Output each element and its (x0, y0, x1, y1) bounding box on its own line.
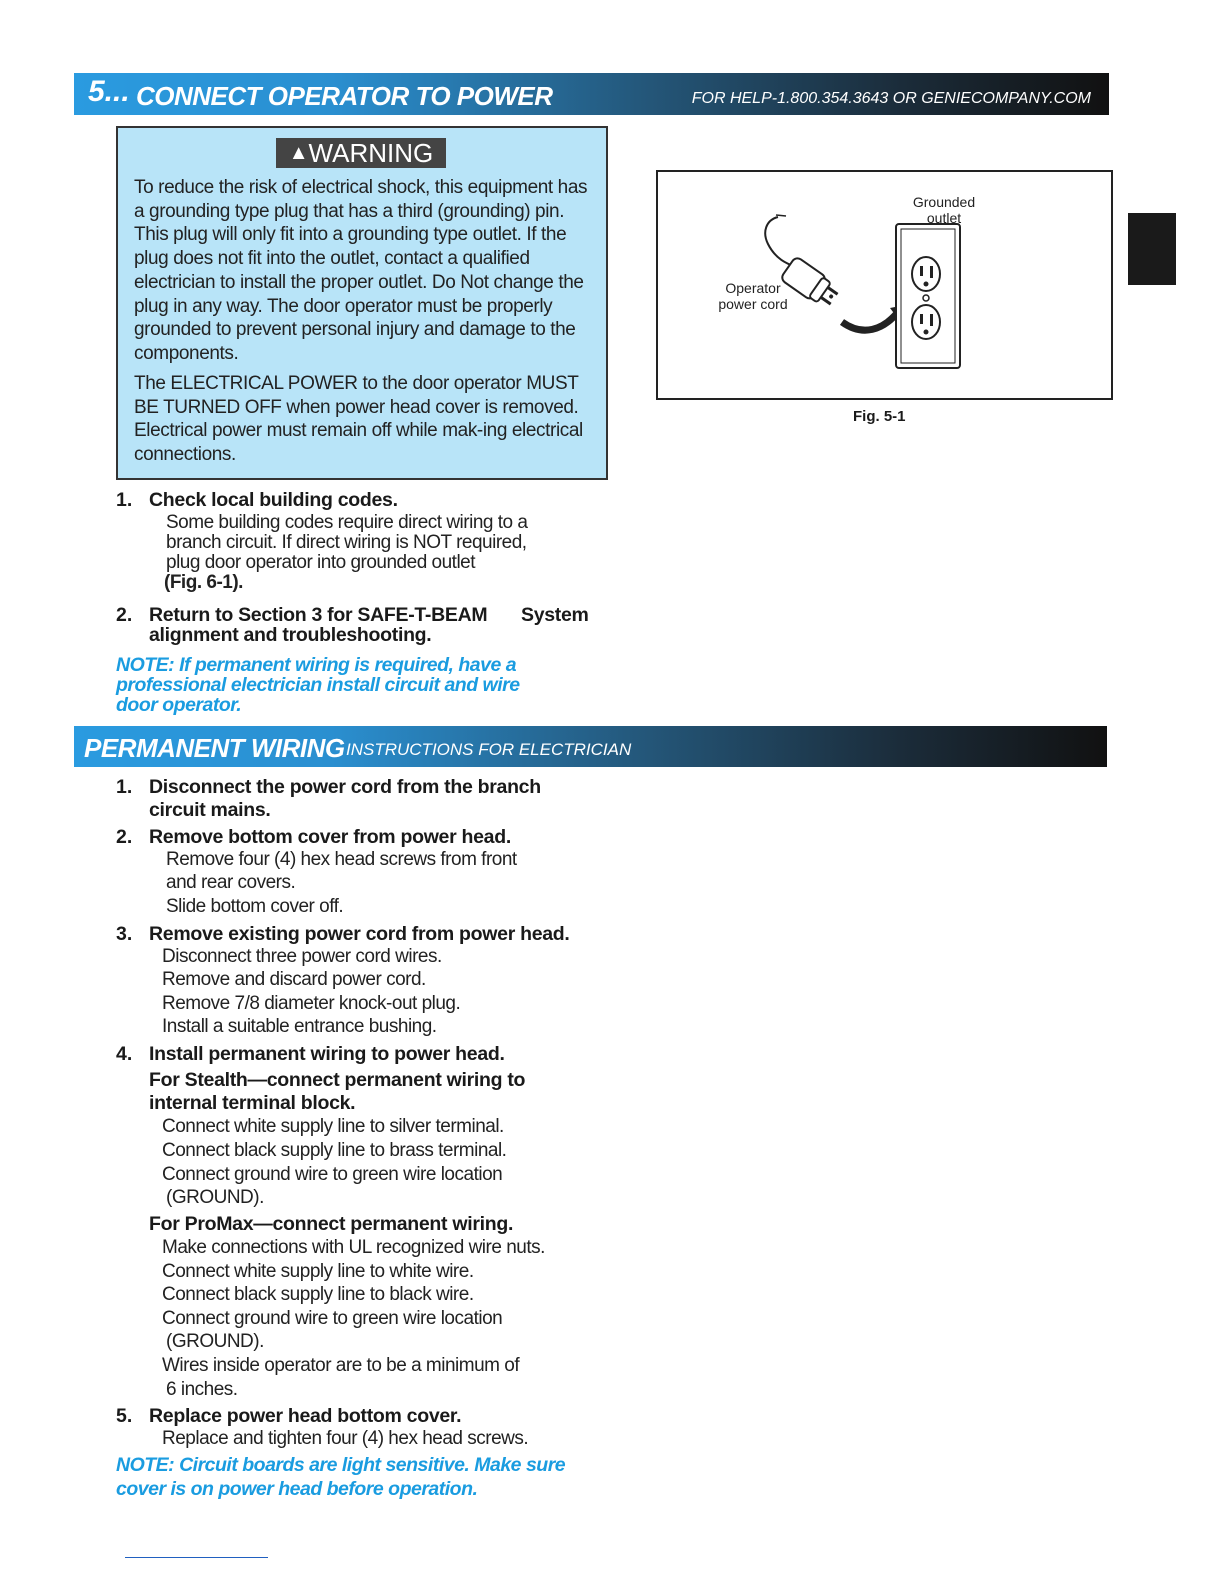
step-text-line: branch circuit. If direct wiring is NOT required, (166, 532, 527, 553)
note-line: NOTE: If permanent wiring is required, have a (116, 654, 517, 676)
step-title: System (521, 604, 589, 626)
step-text-line: Replace and tighten four (4) hex head screws. (162, 1428, 529, 1449)
step-text-line: Disconnect three power cord wires. (162, 946, 442, 967)
step-title: alignment and troubleshooting. (149, 624, 432, 646)
note-line: professional electrician install circuit and wire (116, 674, 520, 696)
step-text-line: Connect white supply line to silver terminal. (162, 1116, 504, 1137)
section-number: 5... (88, 75, 130, 108)
step-text-line: Make connections with UL recognized wire nuts. (162, 1237, 545, 1258)
step-text-line: (GROUND). (166, 1187, 264, 1208)
figure-caption: Fig. 5-1 (853, 408, 906, 425)
step-title: Remove bottom cover from power head. (149, 826, 511, 848)
step-title: Install permanent wiring to power head. (149, 1043, 505, 1065)
permanent-wiring-header (74, 726, 1107, 767)
step-number: 1. (116, 489, 133, 511)
warning-box (116, 126, 608, 480)
step-text-line: 6 inches. (166, 1379, 238, 1400)
step-text-line: Remove 7/8 diameter knock-out plug. (162, 993, 461, 1014)
note-line: cover is on power head before operation. (116, 1478, 478, 1500)
operator-power-cord-label: Operator power cord (718, 280, 788, 312)
step-title: circuit mains. (149, 799, 271, 821)
step-text-line: Slide bottom cover off. (166, 896, 344, 917)
sub-heading: For ProMax—connect permanent wiring. (149, 1213, 514, 1235)
note-line: NOTE: Circuit boards are light sensitive. Make sure (116, 1454, 566, 1476)
section-title: CONNECT OPERATOR TO POWER (136, 81, 553, 111)
step-text-line: Wires inside operator are to be a minimum of (162, 1355, 520, 1376)
step-number: 3. (116, 923, 133, 945)
step-number: 1. (116, 776, 133, 798)
step-text-line: Connect black supply line to brass terminal. (162, 1140, 507, 1161)
step-title: Return to Section 3 for SAFE-T-BEAM (149, 604, 488, 626)
step-text-line: Connect black supply line to black wire. (162, 1284, 474, 1305)
help-contact: FOR HELP-1.800.354.3643 OR GENIECOMPANY.COM (691, 90, 1091, 107)
step-text-line: Connect ground wire to green wire location (162, 1308, 503, 1329)
step-number: 5. (116, 1405, 133, 1427)
step-text-line: Remove four (4) hex head screws from front (166, 849, 517, 870)
section-tab-marker (1128, 213, 1176, 285)
step-text-line: Install a suitable entrance bushing. (162, 1016, 437, 1037)
step-text-line: (GROUND). (166, 1331, 264, 1352)
step-text-line: Some building codes require direct wiring to a (166, 512, 528, 533)
step-title: Disconnect the power cord from the branch (149, 776, 541, 798)
permanent-wiring-title: PERMANENT WIRING (84, 733, 345, 763)
step-text-line: Connect ground wire to green wire location (162, 1164, 503, 1185)
section-header (74, 73, 1109, 115)
note-line: door operator. (116, 694, 242, 716)
warning-triangle-icon: ▲ (288, 142, 309, 164)
grounded-outlet-label: Grounded outlet (912, 194, 976, 226)
outlet-icon (896, 224, 960, 368)
figure-outlet (656, 170, 1113, 400)
step-number: 4. (116, 1043, 133, 1065)
footer-rule (125, 1557, 268, 1558)
step-text-line: Connect white supply line to white wire. (162, 1261, 474, 1282)
step-text-line: plug door operator into grounded outlet (166, 552, 476, 573)
warning-label: ▲WARNING (276, 138, 446, 168)
sub-heading: internal terminal block. (149, 1092, 356, 1114)
step-title: Check local building codes. (149, 489, 398, 511)
figure-reference: (Fig. 6-1). (164, 572, 243, 593)
step-text-line: Remove and discard power cord. (162, 969, 426, 990)
step-text-line: and rear covers. (166, 872, 296, 893)
step-number: 2. (116, 604, 133, 626)
step-number: 2. (116, 826, 133, 848)
step-title: Replace power head bottom cover. (149, 1405, 462, 1427)
warning-paragraph-1: To reduce the risk of electrical shock, this equipment has a grounding type plug that has a third (grounding) pin. This plug will only fit into a grounding type outlet. If the plug does not fit into the outlet, contact a qualified electrician to install the proper outlet. Do Not change the plug in any way. The door operator must be properly grounded to prevent personal injury and damage to the components. (134, 177, 588, 364)
sub-heading: For Stealth—connect permanent wiring to (149, 1069, 526, 1091)
permanent-wiring-subtitle: INSTRUCTIONS FOR ELECTRICIAN (346, 740, 632, 759)
warning-paragraph-2: The ELECTRICAL POWER to the door operator MUST BE TURNED OFF when power head cover is removed. Electrical power must remain off while mak-ing electrical connections. (134, 373, 583, 466)
step-title: Remove existing power cord from power head. (149, 923, 570, 945)
